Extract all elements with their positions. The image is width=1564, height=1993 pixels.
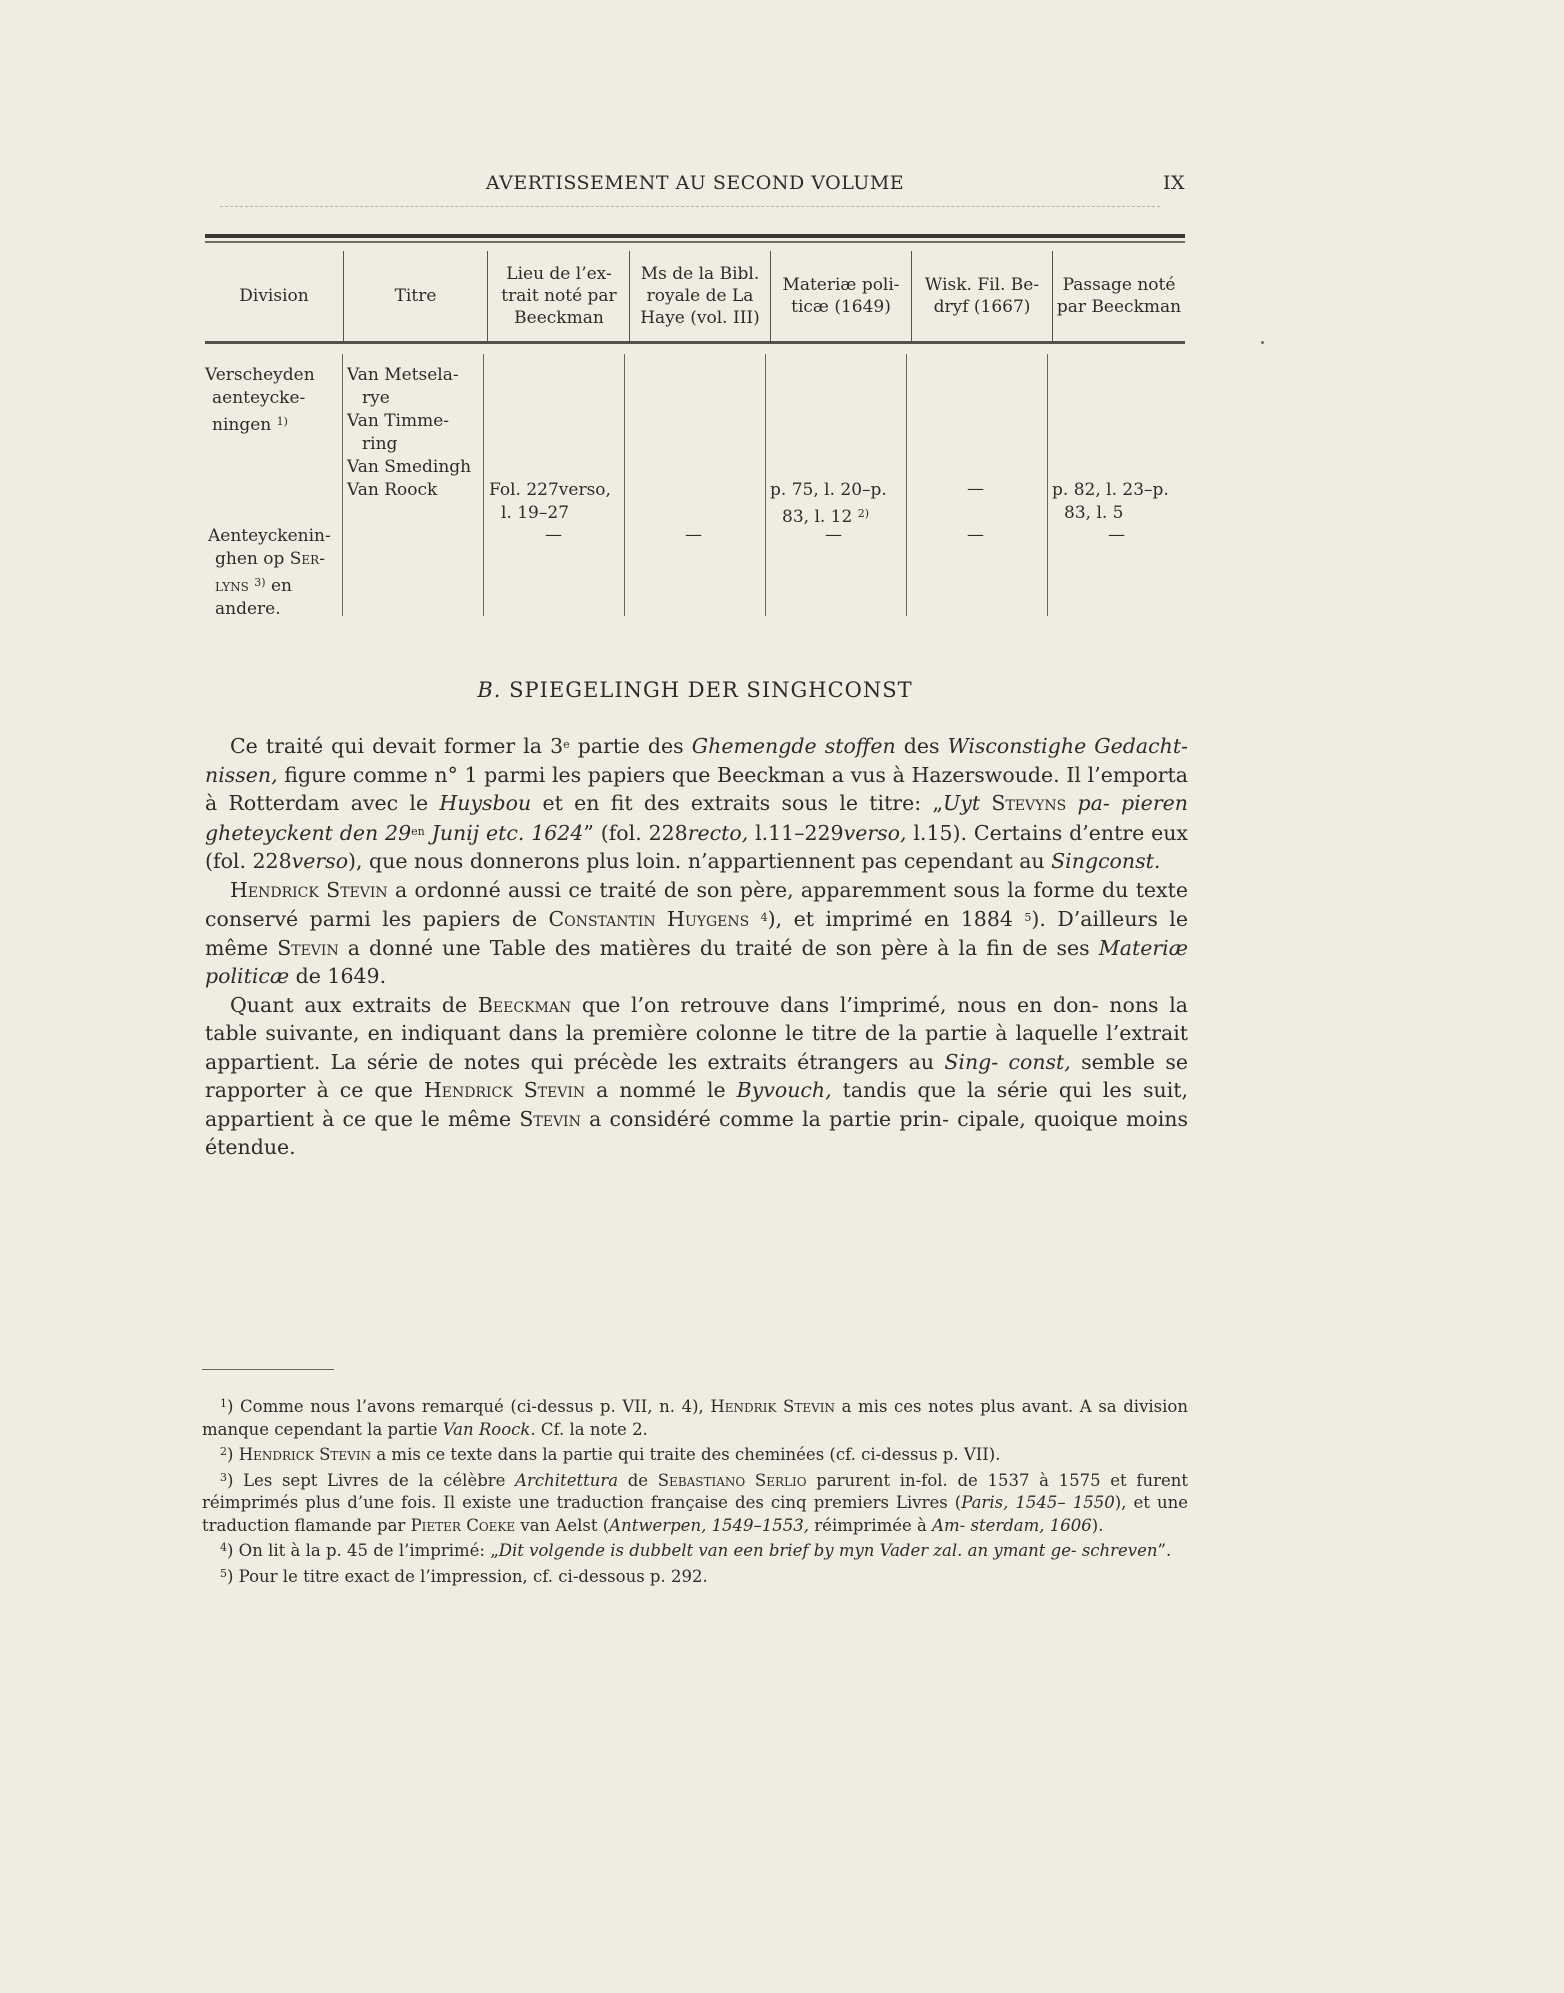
dash-cell: —: [1108, 525, 1125, 545]
col-header-lieu: Lieu de l’ex- trait noté par Beeckman: [501, 264, 617, 328]
col-divider: [483, 354, 484, 616]
dash-cell: —: [685, 525, 702, 545]
extracts-table: [205, 234, 1185, 619]
wisk-roock: —: [967, 479, 984, 499]
dash-cell: —: [967, 525, 984, 545]
lieu-roock: Fol. 227verso, l. 19–27: [489, 480, 611, 523]
col-header-materiae: Materiæ poli- ticæ (1649): [782, 275, 900, 317]
title-line: Van Smedingh: [347, 457, 472, 477]
col-header-wisk: Wisk. Fil. Be- dryf (1667): [924, 275, 1040, 317]
paragraph-2: Hendrick Stevin a ordonné aussi ce traité de son père, apparemment sous la forme du texte conservé parmi les papiers de Constantin Huygens $^4$), et imprimé en 1884 $^5$). D’ailleurs le même Stevin a donné une Table des matières du traité de son père à la fin de ses Materiæ politicæ de 1649.: [205, 877, 1188, 988]
title-line: rye: [362, 388, 390, 408]
col-divider: [342, 354, 343, 616]
header-rule: [220, 206, 1160, 207]
title-line: ring: [362, 434, 398, 454]
footnote-rule: [202, 1369, 334, 1370]
table-body: [205, 344, 1185, 619]
materiae-roock: p. 75, l. 20–p. 83, l. 12 $^{2)}$: [770, 480, 887, 527]
paper-speck: [1261, 341, 1264, 344]
division-2: Aenteyckenin- ghen op Ser- lyns $^{3)}$ en andere.: [208, 526, 331, 619]
title-line: Van Roock: [347, 480, 438, 500]
body-text: [205, 731, 1188, 1162]
table-header-row: [205, 243, 1185, 341]
table-top-rule: [205, 234, 1185, 238]
footnote-5: $^5$) Pour le titre exact de l’impression, cf. ci-dessous p. 292.: [220, 1566, 708, 1586]
col-divider: [765, 354, 766, 616]
footnotes: [202, 1393, 1188, 1588]
footnote-4: $^4$) On lit à la p. 45 de l’imprimé: „Dit volgende is dubbelt van een brief by myn Vader zal. an ymant ge- schreven”.: [220, 1541, 1172, 1560]
dash-cell: —: [825, 525, 842, 545]
division-1: Verscheyden aenteycke- ningen $^{1)}$: [205, 365, 315, 435]
section-title: B. SPIEGELINGH DER SINGHCONST: [477, 678, 913, 702]
note-ref: 1): [276, 415, 288, 428]
note-ref: 2): [857, 507, 870, 520]
passage-roock: p. 82, l. 23–p. 83, l. 5: [1052, 480, 1169, 523]
footnote-3: $^3$) Les sept Livres de la célèbre Architettura de Sebastiano Serlio parurent in-fol. de 1537 à 1575 et furent réimprimés plus d’une fois. Il existe une traduction française des cinq premiers Livres (Paris, 1545– 1550), et une traduction flamande par Pieter Coeke van Aelst (Antwerpen, 1549–1553, réimprimée à Am- sterdam, 1606).: [202, 1470, 1188, 1535]
title-line: Van Metsela-: [347, 365, 459, 385]
col-header-division: Division: [239, 286, 309, 306]
paragraph-3: Quant aux extraits de Beeckman que l’on retrouve dans l’imprimé, nous en don- nons la table suivante, en indiquant dans la première colonne le titre de la partie à laquelle l’extrait appartient. La série de notes qui précède les extraits étrangers au Sing- const, semble se rapporter à ce que Hendrick Stevin a nommé le Byvouch, tandis que la série qui les suit, appartient à ce que le même Stevin a considéré comme la partie prin- cipale, quoique moins étendue.: [205, 992, 1189, 1159]
col-header-passage: Passage noté par Beeckman: [1056, 275, 1182, 317]
dash-cell: —: [545, 525, 562, 545]
footnote-2: $^2$) Hendrick Stevin a mis ce texte dans la partie qui traite des cheminées (cf. ci-dessus p. VII).: [220, 1445, 1001, 1464]
col-divider: [624, 354, 625, 616]
page-number: IX: [1162, 172, 1185, 194]
col-divider: [906, 354, 907, 616]
footnote-1: $^1$) Comme nous l’avons remarqué (ci-dessus p. VII, n. 4), Hendrik Stevin a mis ces notes plus avant. A sa division manque cependant la partie Van Roock. Cf. la note 2.: [202, 1397, 1188, 1439]
header-title: AVERTISSEMENT AU SECOND VOLUME: [485, 172, 905, 194]
title-line: Van Timme-: [347, 411, 450, 431]
col-divider: [770, 251, 771, 341]
titles: [347, 364, 471, 502]
col-header-ms: Ms de la Bibl. royale de La Haye (vol. III): [640, 264, 760, 328]
col-header-titre: Titre: [394, 286, 437, 306]
col-divider: [1047, 354, 1048, 616]
paragraph-1: Ce traité qui devait former la 3e partie des Ghemengde stoffen des Wisconstighe Gedacht- nissen, figure comme n° 1 parmi les papiers que Beeckman a vus à Hazerswoude. Il l’emporta à Rotterdam avec le Huysbou et en fit des extraits sous le titre: „Uyt Stevyns pa- pieren gheteyckent den $29^{en}$ Junij etc. 1624” (fol. 228recto, l.11–229verso, l.15). Certains d’entre eux (fol. 228verso), que nous donnerons plus loin. n’appartiennent pas cependant au Singconst.: [205, 734, 1188, 873]
note-ref: 3): [254, 576, 266, 589]
col-divider: [487, 251, 488, 341]
running-header: [205, 172, 1185, 198]
